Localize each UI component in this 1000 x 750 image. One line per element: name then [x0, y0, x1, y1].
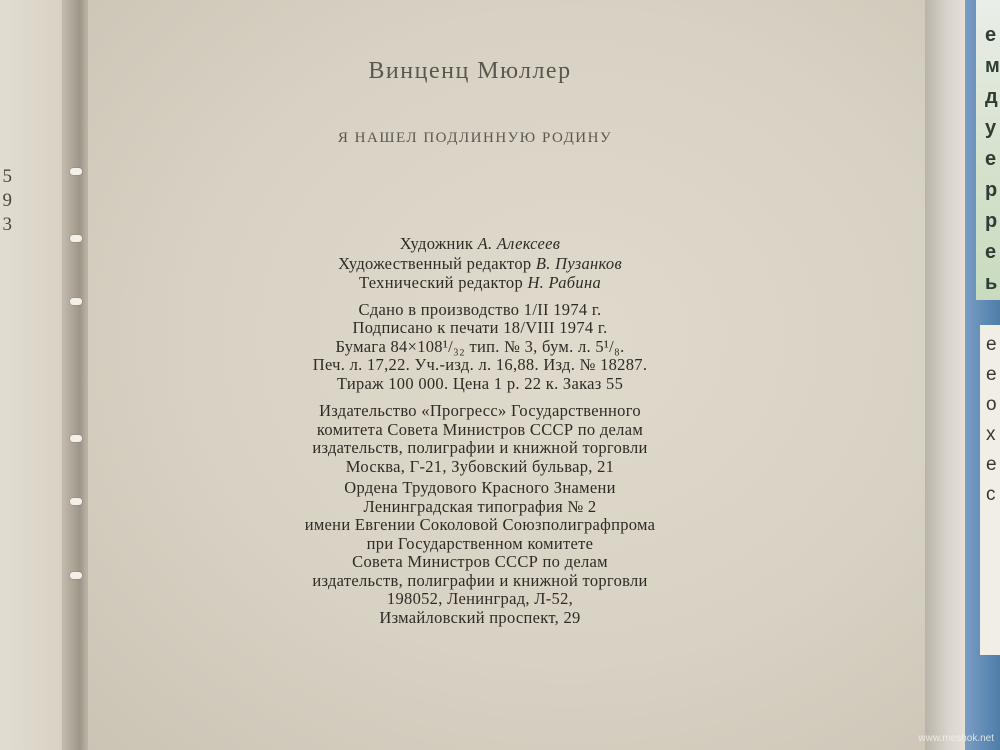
- book-title: Я НАШЕЛ ПОДЛИННУЮ РОДИНУ: [337, 130, 613, 146]
- printer-info: [230, 479, 730, 627]
- credit-line: [230, 234, 730, 254]
- printer-line: Ленинградская типография № 2: [363, 496, 597, 516]
- colophon-block: [230, 234, 730, 627]
- spec-line: Бумага 84×108¹/₃₂ тип. № 3, бум. л. 5¹/₈.: [335, 336, 625, 356]
- left-page-number: 3: [2, 214, 12, 235]
- cover-letter: е: [986, 454, 997, 475]
- left-page-number: 5: [2, 166, 12, 187]
- binding-stitch: [70, 168, 82, 175]
- cover-letter: о: [986, 394, 997, 415]
- credit-line: [230, 254, 730, 274]
- author-name: Винценц Мюллер: [368, 58, 572, 84]
- credit-name: Н. Рабина: [527, 273, 601, 292]
- spec-line: Подписано к печати 18/VIII 1974 г.: [352, 318, 608, 337]
- binding-stitch: [70, 298, 82, 305]
- publisher-line: издательств, полиграфии и книжной торговли: [312, 438, 648, 457]
- cover-letter: р: [985, 179, 998, 201]
- cover-letter: у: [985, 117, 997, 139]
- cover-text-fragments-bottom: [986, 330, 1000, 510]
- credit-role: Художник: [399, 234, 474, 253]
- publisher-line: Издательство «Прогресс» Государственного: [319, 401, 641, 420]
- cover-letter: е: [985, 24, 997, 46]
- printer-line: Измайловский проспект, 29: [379, 607, 581, 627]
- credits-block: [230, 234, 730, 293]
- printer-line: Совета Министров СССР по делам: [352, 552, 608, 571]
- cover-letter: е: [985, 241, 997, 263]
- spec-line: Тираж 100 000. Цена 1 р. 22 к. Заказ 55: [336, 373, 624, 393]
- spec-line: Сдано в производство 1/II 1974 г.: [358, 299, 602, 319]
- left-page-number: 9: [2, 190, 12, 211]
- print-specs: [230, 301, 730, 394]
- cover-letter: е: [986, 364, 997, 385]
- cover-text-fragments-top: [985, 20, 1000, 299]
- site-watermark: www.meshok.net: [918, 733, 994, 744]
- credit-role: Художественный редактор: [338, 253, 532, 273]
- printer-line: Ордена Трудового Красного Знамени: [344, 478, 616, 497]
- cover-letter: е: [986, 334, 997, 355]
- credit-line: [230, 273, 730, 293]
- cover-letter: х: [986, 424, 996, 445]
- credit-name: В. Пузанков: [535, 253, 622, 273]
- binding-stitch: [70, 435, 82, 442]
- publisher-info: [230, 402, 730, 476]
- cover-letter: д: [985, 86, 998, 108]
- cover-letter: ь: [985, 272, 998, 294]
- credit-role: Технический редактор: [359, 273, 523, 292]
- cover-letter: м: [985, 55, 1000, 77]
- cover-letter: р: [985, 210, 998, 232]
- binding-stitch: [70, 572, 82, 579]
- printer-line: издательств, полиграфии и книжной торговли: [312, 570, 648, 590]
- printer-line: имени Евгении Соколовой Союзполиграфпрома: [304, 515, 656, 534]
- binding-stitch: [70, 498, 82, 505]
- publisher-line: Москва, Г-21, Зубовский бульвар, 21: [345, 456, 615, 476]
- spec-line: Печ. л. 17,22. Уч.-изд. л. 16,88. Изд. № 18287.: [312, 355, 648, 374]
- publisher-line: комитета Совета Министров СССР по делам: [316, 419, 644, 439]
- left-page-numbers: [0, 165, 12, 237]
- credit-name: А. Алексеев: [477, 234, 561, 253]
- cover-letter: е: [985, 148, 997, 170]
- cover-letter: с: [986, 484, 996, 505]
- binding-stitch: [70, 235, 82, 242]
- printer-line: при Государственном комитете: [366, 533, 594, 553]
- printer-line: 198052, Ленинград, Л-52,: [386, 589, 574, 608]
